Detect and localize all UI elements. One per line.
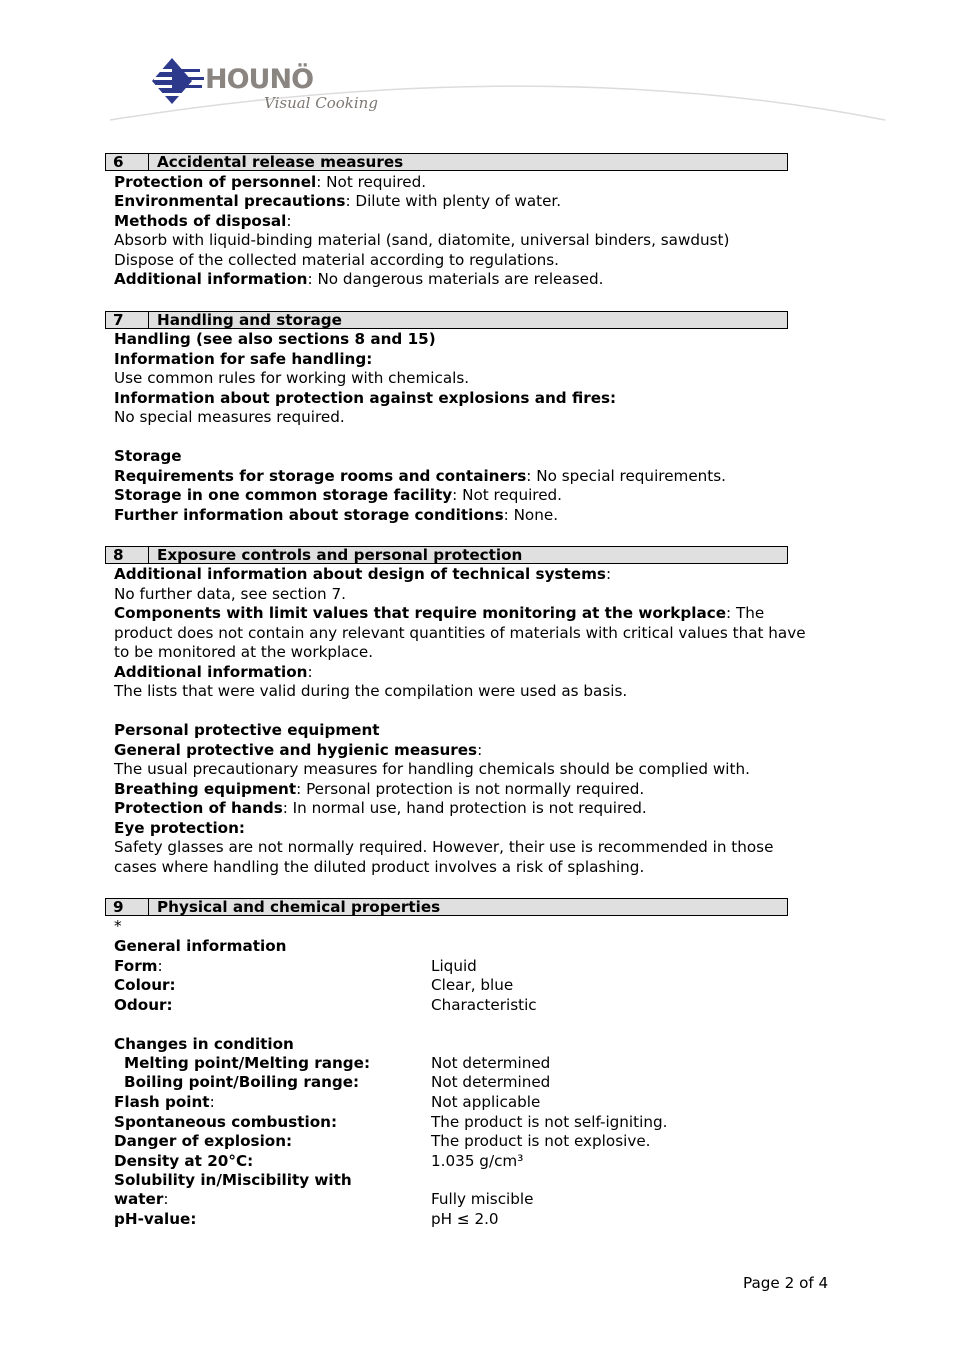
asterisk-marker: * <box>114 917 122 935</box>
hands-line: Protection of hands: In normal use, hand protection is not required. <box>114 799 647 817</box>
form-label: Form: <box>114 957 163 975</box>
general-measures-text: The usual precautionary measures for handling chemicals should be complied with. <box>114 760 750 778</box>
eye-heading: Eye protection: <box>114 819 246 837</box>
changes-heading: Changes in condition <box>114 1035 294 1053</box>
fire-heading: Information about protection against explosions and fires: <box>114 389 617 407</box>
section-title: Exposure controls and personal protection <box>157 546 523 564</box>
brand-name: HOUNÖ <box>205 64 314 95</box>
methods-text: Absorb with liquid-binding material (sand, diatomite, universal binders, sawdust) <box>114 231 730 249</box>
melting-value: Not determined <box>431 1054 551 1072</box>
solubility-label: water: <box>114 1190 169 1208</box>
density-label: Density at 20°C: <box>114 1152 254 1170</box>
section-title: Physical and chemical properties <box>157 898 441 916</box>
odour-value: Characteristic <box>431 996 537 1014</box>
section-number: 7 <box>106 312 149 328</box>
page-number: Page 2 of 4 <box>743 1274 829 1292</box>
additional-line: Additional information: <box>114 663 313 681</box>
density-value: 1.035 g/cm³ <box>431 1152 524 1170</box>
section-title: Accidental release measures <box>157 153 404 171</box>
storage-common-line: Storage in one common storage facility: Not required. <box>114 486 563 504</box>
eye-text: Safety glasses are not normally required. However, their use is recommended in those <box>114 838 774 856</box>
storage-heading: Storage <box>114 447 182 465</box>
storage-req-line: Requirements for storage rooms and containers: No special requirements. <box>114 467 726 485</box>
odour-label: Odour: <box>114 996 173 1014</box>
colour-value: Clear, blue <box>431 976 514 994</box>
ppe-heading: Personal protective equipment <box>114 721 380 739</box>
additional-text: The lists that were valid during the compilation were used as basis. <box>114 682 628 700</box>
spontaneous-value: The product is not self-igniting. <box>431 1113 668 1131</box>
design-text: No further data, see section 7. <box>114 585 347 603</box>
solubility-value: Fully miscible <box>431 1190 534 1208</box>
design-line: Additional information about design of technical systems: <box>114 565 612 583</box>
general-info-heading: General information <box>114 937 287 955</box>
safe-handling-heading: Information for safe handling: <box>114 350 373 368</box>
section-9-header <box>105 898 788 916</box>
safe-handling-text: Use common rules for working with chemicals. <box>114 369 470 387</box>
env-line: Environmental precautions: Dilute with plenty of water. <box>114 192 562 210</box>
explosion-value: The product is not explosive. <box>431 1132 651 1150</box>
additional-line: Additional information: No dangerous materials are released. <box>114 270 604 288</box>
flash-label: Flash point: <box>114 1093 215 1111</box>
storage-further-line: Further information about storage conditions: None. <box>114 506 559 524</box>
general-measures-line: General protective and hygienic measures: <box>114 741 483 759</box>
melting-label: Melting point/Melting range: <box>124 1054 371 1072</box>
section-8-header <box>105 546 788 564</box>
protection-line: Protection of personnel: Not required. <box>114 173 427 191</box>
boiling-label: Boiling point/Boiling range: <box>124 1073 360 1091</box>
components-text: product does not contain any relevant quantities of materials with critical values that have <box>114 624 806 642</box>
section-title: Handling and storage <box>157 311 342 329</box>
components-line: Components with limit values that require monitoring at the workplace: The <box>114 604 765 622</box>
flash-value: Not applicable <box>431 1093 541 1111</box>
boiling-value: Not determined <box>431 1073 551 1091</box>
ph-value: pH ≤ 2.0 <box>431 1210 499 1228</box>
section-7-header <box>105 311 788 329</box>
section-6-header <box>105 153 788 171</box>
spontaneous-label: Spontaneous combustion: <box>114 1113 338 1131</box>
handling-heading: Handling (see also sections 8 and 15) <box>114 330 436 348</box>
methods-text: Dispose of the collected material according to regulations. <box>114 251 560 269</box>
methods-line: Methods of disposal: <box>114 212 292 230</box>
fire-text: No special measures required. <box>114 408 345 426</box>
section-number: 9 <box>106 899 149 915</box>
explosion-label: Danger of explosion: <box>114 1132 293 1150</box>
section-number: 6 <box>106 154 149 170</box>
section-number: 8 <box>106 547 149 563</box>
colour-label: Colour: <box>114 976 176 994</box>
breathing-line: Breathing equipment: Personal protection is not normally required. <box>114 780 645 798</box>
components-text: to be monitored at the workplace. <box>114 643 374 661</box>
eye-text: cases where handling the diluted product involves a risk of splashing. <box>114 858 645 876</box>
solubility-label: Solubility in/Miscibility with <box>114 1171 352 1189</box>
brand-tagline: Visual Cooking <box>264 94 378 112</box>
ph-label: pH-value: <box>114 1210 197 1228</box>
company-logo <box>110 50 890 130</box>
form-value: Liquid <box>431 957 477 975</box>
